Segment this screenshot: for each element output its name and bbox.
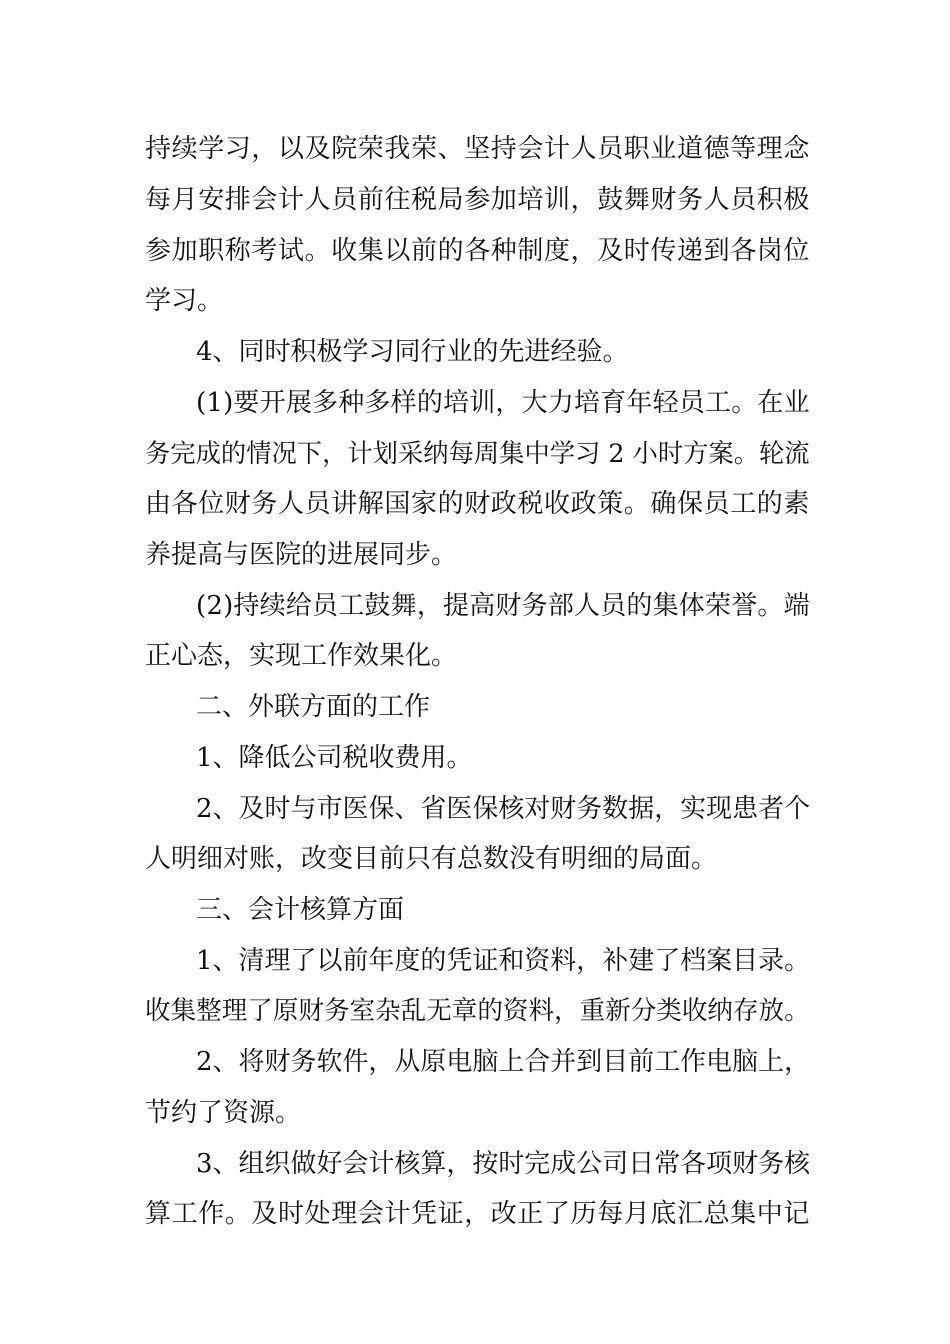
text-line: 人明细对账，改变目前只有总数没有明细的局面。 [145, 844, 718, 874]
text-line: (2)持续给员工鼓舞，提高财务部人员的集体荣誉。端 [196, 591, 810, 621]
text-line: 每月安排会计人员前往税局参加培训，鼓舞财务人员积极 [145, 185, 811, 215]
text-line: 节约了资源。 [145, 1098, 302, 1128]
text-line: (1)要开展多种多样的培训，大力培育年轻员工。在业 [196, 388, 810, 418]
text-line: 1、清理了以前年度的凭证和资料，补建了档案目录。 [196, 946, 811, 976]
text-line: 持续学习，以及院荣我荣、坚持会计人员职业道德等理念 [145, 134, 811, 164]
list-heading: 4、同时积极学习同行业的先进经验。 [196, 337, 629, 367]
text-line: 2、将财务软件，从原电脑上合并到目前工作电脑上， [196, 1047, 811, 1077]
text-line: 由各位财务人员讲解国家的财政税收政策。确保员工的素 [145, 489, 811, 519]
text-line: 学习。 [145, 286, 224, 316]
text-line: 养提高与医院的进展同步。 [145, 540, 458, 570]
section-heading: 二、外联方面的工作 [196, 692, 431, 722]
text-line: 务完成的情况下，计划采纳每周集中学习 2 小时方案。轮流 [145, 439, 810, 468]
text-line: 2、及时与市医保、省医保核对财务数据，实现患者个 [196, 794, 811, 824]
text-line: 3、组织做好会计核算，按时完成公司日常各项财务核 [196, 1149, 811, 1179]
section-heading: 三、会计核算方面 [196, 895, 405, 925]
text-line: 算工作。及时处理会计凭证，改正了历每月底汇总集中记 [145, 1199, 811, 1229]
text-line: 正心态，实现工作效果化。 [145, 641, 458, 671]
list-item: 1、降低公司税收费用。 [196, 743, 473, 773]
text-line: 参加职称考试。收集以前的各种制度，及时传递到各岗位 [145, 236, 811, 266]
text-line: 收集整理了原财务室杂乱无章的资料，重新分类收纳存放。 [145, 996, 810, 1026]
